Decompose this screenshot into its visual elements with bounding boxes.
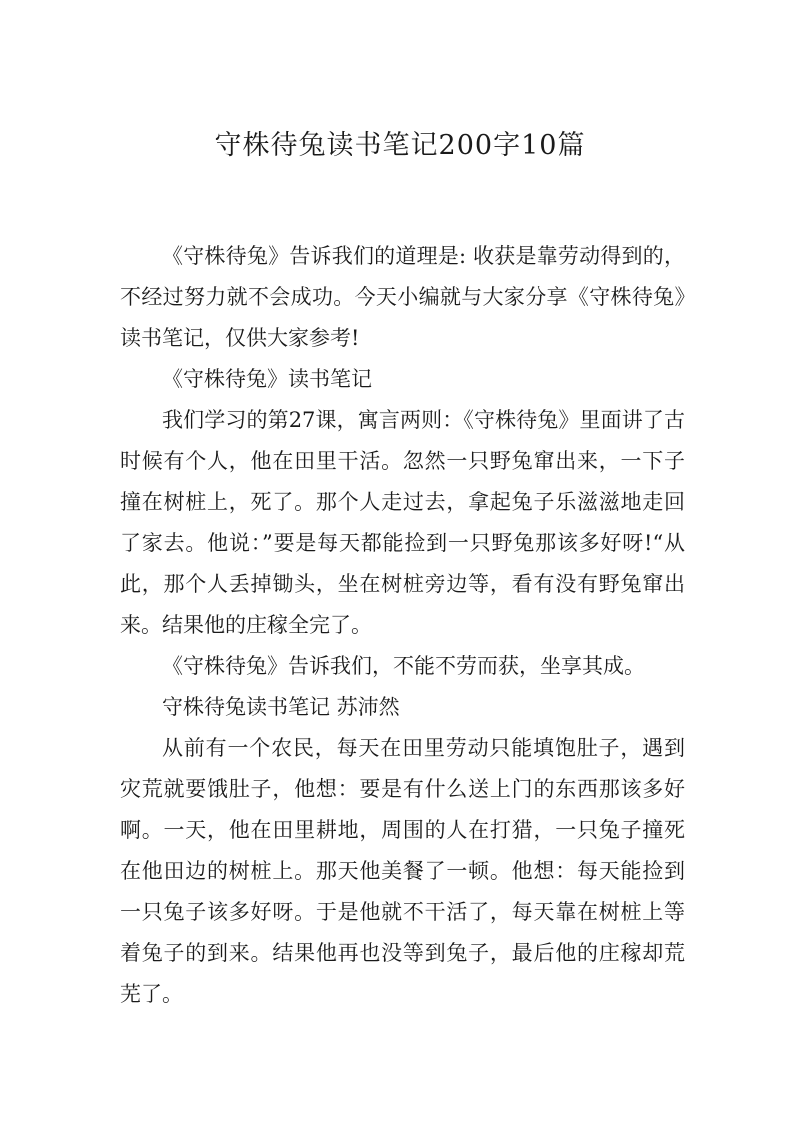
story-paragraph: 我们学习的第27课，寓言两则：《守株待兔》里面讲了古时候有个人，他在田里干活。忽然一只野兔窜出来，一下子撞在树桩上，死了。那个人走过去，拿起兔子乐滋滋地走回了家去。他说：”要是每天都能捡到一只野兔那该多好呀!“从此，那个人丢掉锄头，坐在树桩旁边等，看有没有野兔窜出来。结果他的庄稼全完了。 xyxy=(120,408,685,637)
intro-paragraph: 《守株待兔》告诉我们的道理是: 收获是靠劳动得到的，不经过努力就不会成功。今天小编就与大家分享《守株待兔》读书笔记，仅供大家参考! xyxy=(120,244,685,350)
section-heading-author: 守株待兔读书笔记 苏沛然 xyxy=(162,695,400,719)
moral-paragraph: 《守株待兔》告诉我们，不能不劳而获，坐享其成。 xyxy=(162,654,645,678)
section-heading: 《守株待兔》读书笔记 xyxy=(162,367,372,391)
second-story-paragraph: 从前有一个农民，每天在田里劳动只能填饱肚子，遇到灾荒就要饿肚子，他想：要是有什么送上门的东西那该多好啊。一天，他在田里耕地，周围的人在打猎，一只兔子撞死在他田边的树桩上。那天他美餐了一顿。他想：每天能捡到一只兔子该多好呀。于是他就不干活了，每天靠在树桩上等着兔子的到来。结果他再也没等到兔子，最后他的庄稼却荒芜了。 xyxy=(120,736,685,1006)
document-body xyxy=(120,236,685,1015)
document-title: 守株待兔读书笔记200字10篇 xyxy=(214,130,586,161)
